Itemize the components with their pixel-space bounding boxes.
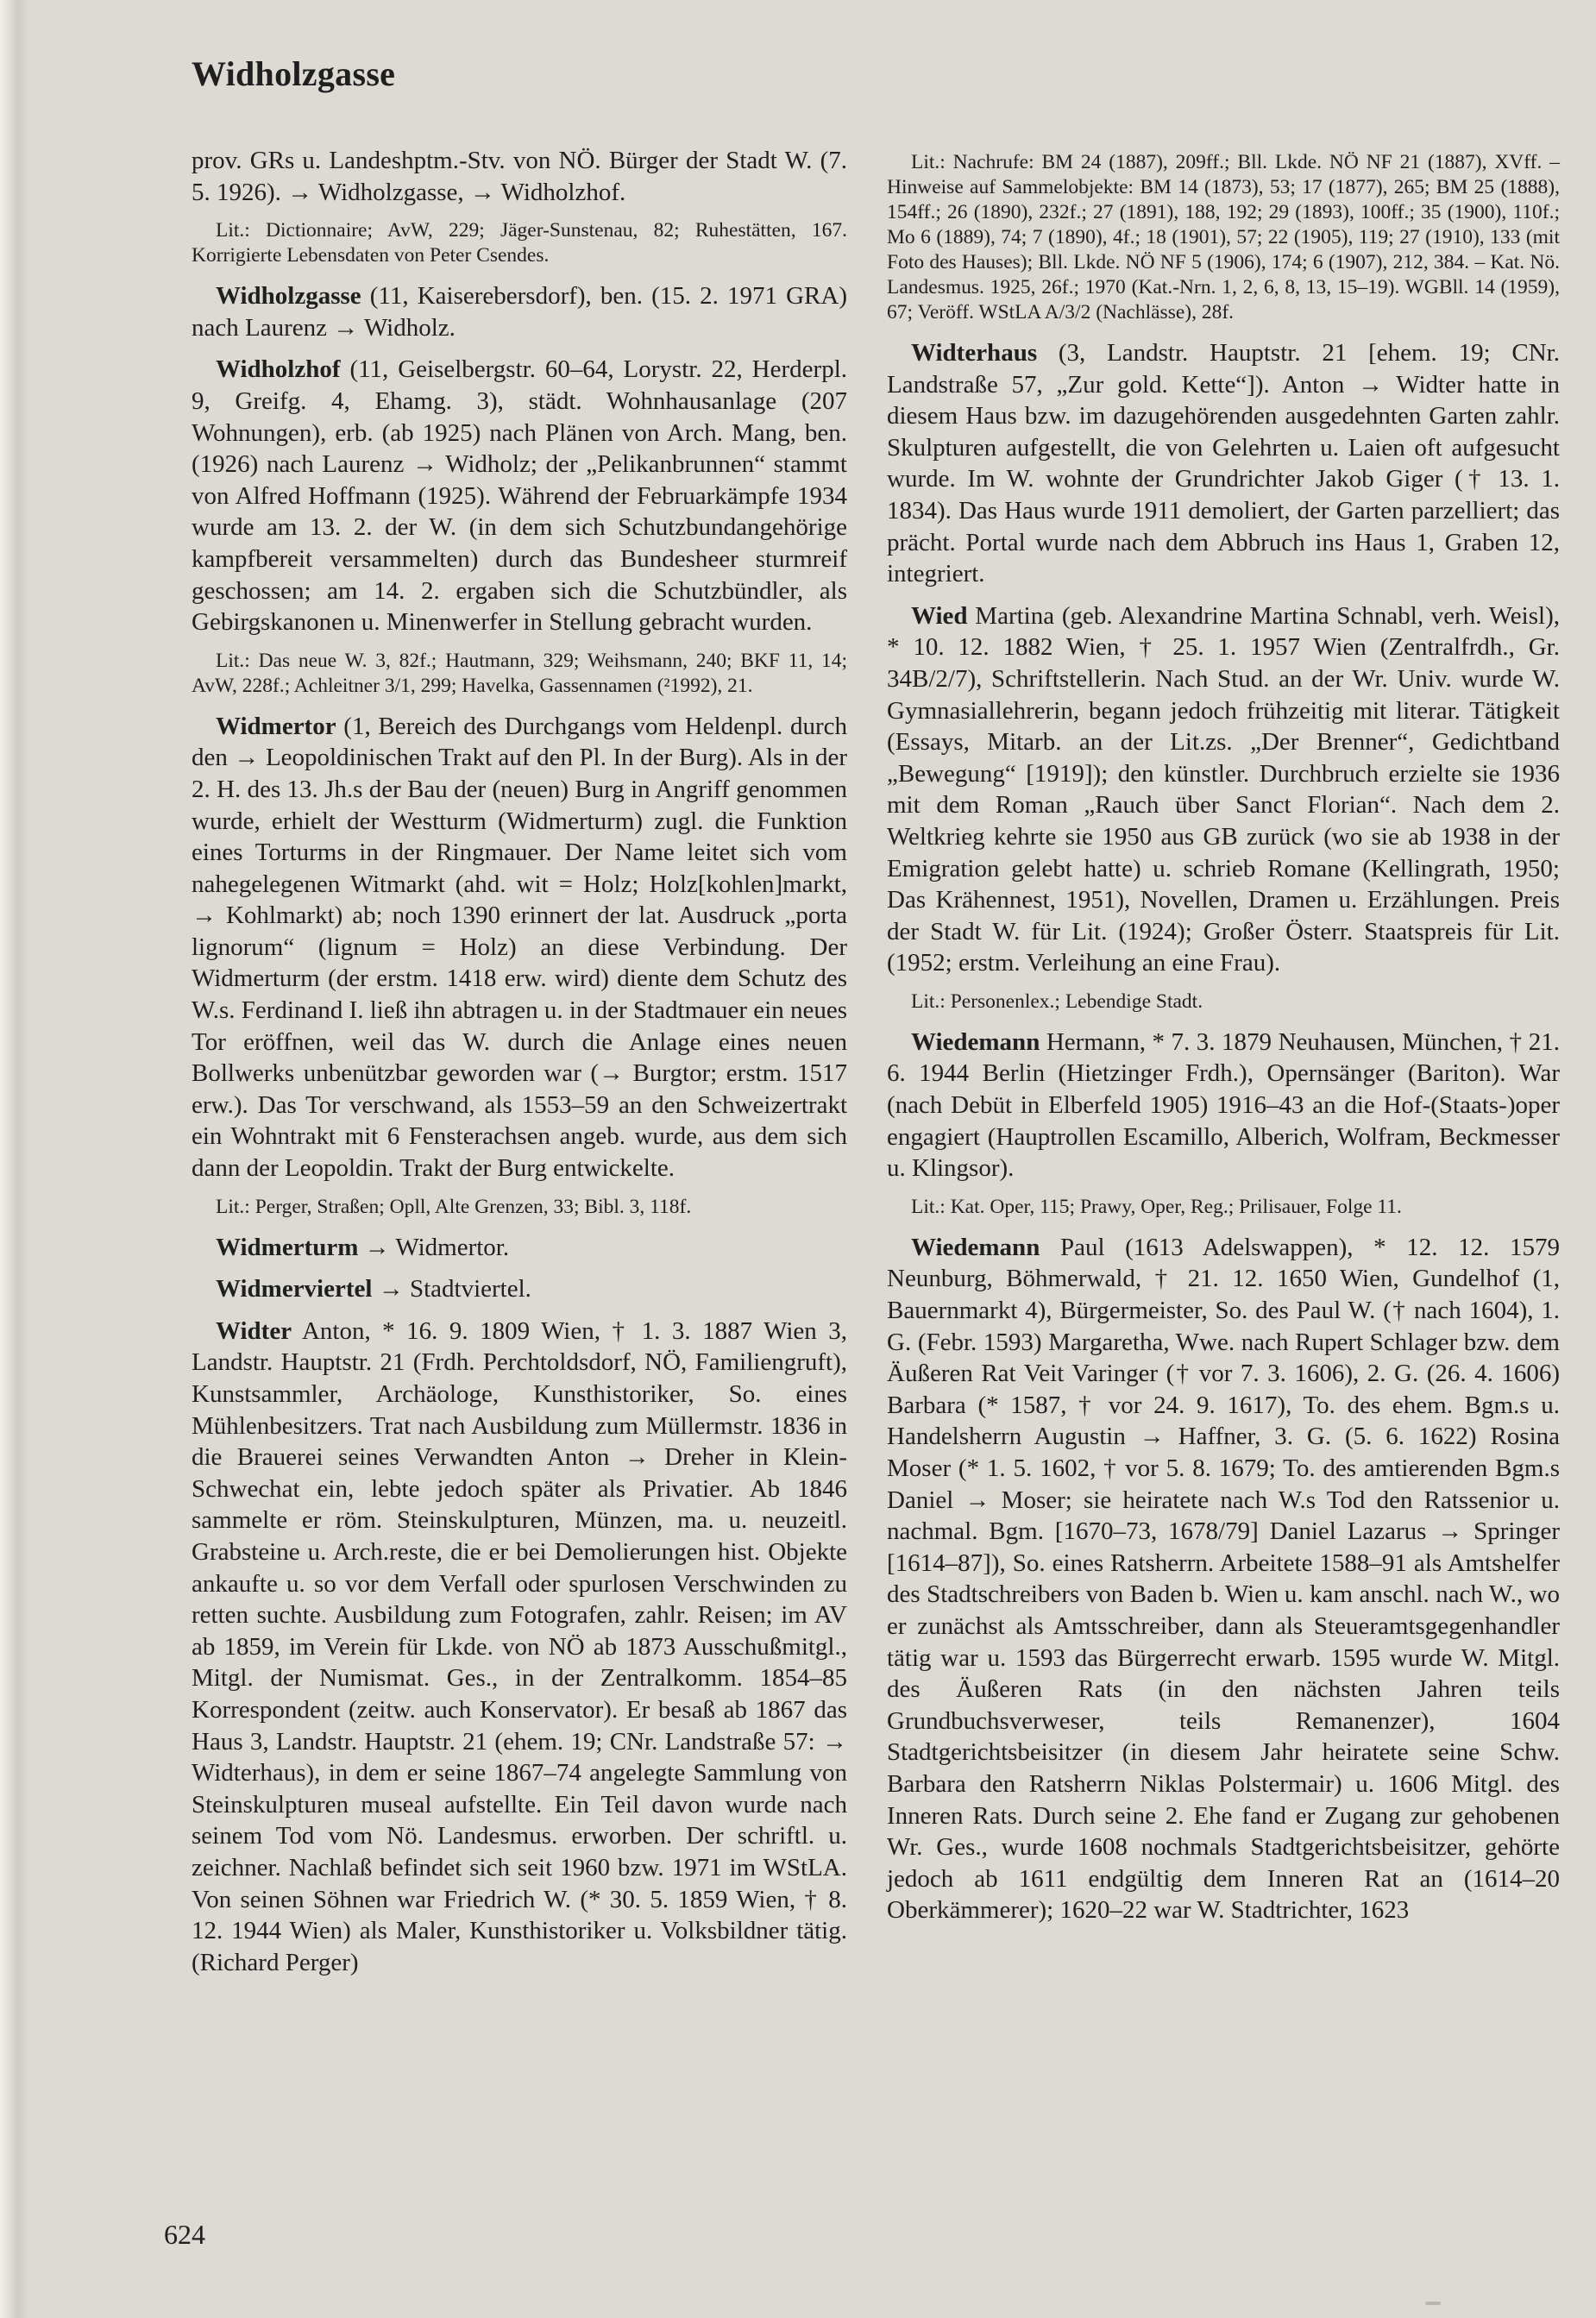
entry-headword: Widholzhof bbox=[216, 355, 341, 384]
entry-headword: Widmerviertel bbox=[216, 1275, 373, 1303]
entry-text: (3, Landstr. Hauptstr. 21 [ehem. 19; CNr. Landstraße 57, „Zur gold. Kette“]). Anton → Widter hatte in diesem Haus bzw. im dazugehörenden ausgedehnten Garten zahlr. Skulpturen aufgestellt, die von Gelehrten u. Laien oft aufgesucht wurde. Im W. wohnte der Grundrichter Jakob Giger († 13. 1. 1834). Das Haus wurde 1911 demoliert, der Garten parzelliert; das prächt. Portal wurde nach dem Abbruch ins Haus 1, Graben 12, integriert. bbox=[887, 339, 1560, 588]
paper-mark bbox=[1425, 2302, 1441, 2305]
entry-headword: Widmerturm bbox=[216, 1233, 359, 1261]
lexicon-entry bbox=[192, 711, 847, 1184]
literature-note: Lit.: Perger, Straßen; Opll, Alte Grenzen, 33; Bibl. 3, 118f. bbox=[216, 1195, 692, 1218]
lexicon-entry bbox=[192, 145, 847, 208]
lexicon-entry bbox=[887, 337, 1560, 590]
literature-note: Lit.: Das neue W. 3, 82f.; Hautmann, 329; Weihsmann, 240; BKF 11, 14; AvW, 228f.; Achleitner 3/1, 299; Havelka, Gassennamen (²1992), 21. bbox=[192, 649, 847, 697]
entry-headword: Wiedemann bbox=[911, 1027, 1040, 1056]
entry-headword: Widterhaus bbox=[911, 339, 1038, 367]
lexicon-entry bbox=[887, 600, 1560, 979]
lexicon-entry bbox=[192, 280, 847, 343]
lexicon-entry bbox=[192, 1232, 847, 1264]
entry-headword: Wiedemann bbox=[911, 1233, 1040, 1261]
entry-text: Paul (1613 Adelswappen), * 12. 12. 1579 Neunburg, Böhmerwald, † 21. 12. 1650 Wien, Gundelhof (1, Bauernmarkt 4), Bürgermeister, So. des Paul W. († nach 1604), 1. G. (Febr. 1593) Margaretha, Wwe. nach Rupert Schlager bzw. dem Äußeren Rat Veit Varinger († vor 7. 3. 1606), 2. G. (26. 4. 1606) Barbara (* 1587, † vor 24. 9. 1617), To. des ehem. Bgm.s u. Handelsherrn Augustin → Haffner, 3. G. (5. 6. 1622) Rosina Moser (* 1. 5. 1602, † vor 5. 8. 1679; To. des amtierenden Bgm.s Daniel → Moser; sie heiratete nach W.s Tod den Ratssenior u. nachmal. Bgm. [1670–73, 1678/79] Daniel Lazarus → Springer [1614–87]), So. eines Ratsherrn. Arbeitete 1588–91 als Amtshelfer des Stadtschreibers von Baden b. Wien u. kam anschl. nach W., wo er zunächst als Amtsschreiber, dann als Steueramtsgegenhandler tätig war u. 1593 das Bürgerrecht erwarb. 1595 wurde W. Mitgl. des Äußeren Rats (in den nächsten Jahren teils Grundbuchsverweser, teils Remanenzer), 1604 Stadtgerichtsbeisitzer (in diesem Jahr heiratete seine Schw. Barbara den Ratsherrn Niklas Polstermair) u. 1606 Mitgl. des Inneren Rats. Durch seine 2. Ehe fand er Zugang zur gehobenen Wr. Ges., wurde 1608 nochmals Stadtgerichtsbeisitzer, gehörte jedoch ab 1611 endgültig dem Inneren Rat an (1614–20 Oberkämmerer); 1620–22 war W. Stadtrichter, 1623 bbox=[887, 1233, 1560, 1925]
entry-headword: Widholzgasse bbox=[216, 282, 361, 311]
entry-text: → Stadtviertel. bbox=[372, 1275, 531, 1303]
literature-note: Lit.: Personenlex.; Lebendige Stadt. bbox=[911, 989, 1203, 1013]
entry-text: → Widmertor. bbox=[358, 1233, 510, 1261]
lexicon-entry bbox=[887, 1027, 1560, 1184]
lexicon-entry bbox=[887, 1232, 1560, 1926]
lexicon-entry bbox=[192, 354, 847, 638]
entry-headword: Widmertor bbox=[216, 712, 336, 740]
entry-text: (11, Kaiserebersdorf), ben. (15. 2. 1971 GRA) nach Laurenz → Widholz. bbox=[192, 282, 847, 342]
lexicon-entry bbox=[192, 1316, 847, 1978]
entry-text: Anton, * 16. 9. 1809 Wien, † 1. 3. 1887 Wien 3, Landstr. Hauptstr. 21 (Frdh. Perchtoldsdorf, NÖ, Familiengruft), Kunstsammler, Archäologe, Kunsthistoriker, So. eines Mühlenbesitzers. Trat nach Ausbildung zum Müllermstr. 1836 in die Brauerei seines Verwandten Anton → Dreher in Klein-Schwechat ein, lebte jedoch später als Privatier. Ab 1846 sammelte er röm. Steinskulpturen, Münzen, ma. u. neuzeitl. Grabsteine u. Arch.reste, die er bei Demolierungen hist. Objekte ankaufte u. so vor dem Verfall oder spurlosen Verschwinden zu retten suchte. Ausbildung zum Fotografen, zahlr. Reisen; im AV ab 1859, im Verein für Lkde. von NÖ ab 1873 Ausschußmitgl., Mitgl. der Numismat. Ges., in der Zentralkomm. 1854–85 Korrespondent (zeitw. auch Konservator). Er besaß ab 1867 das Haus 3, Landstr. Hauptstr. 21 (ehem. 19; CNr. Landstraße 57: → Widterhaus), in dem er seine 1867–74 angelegte Sammlung von Steinskulpturen museal aufstellte. Ein Teil davon wurde nach seinem Tod vom Nö. Landesmus. erworben. Der schriftl. u. zeichner. Nachlaß befindet sich seit 1960 bzw. 1971 im WStLA. Von seinen Söhnen war Friedrich W. (* 30. 5. 1859 Wien, † 8. 12. 1944 Wien) als Maler, Kunsthistoriker u. Volksbildner tätig. (Richard Perger) bbox=[192, 1316, 847, 1976]
literature-note: Lit.: Nachrufe: BM 24 (1887), 209ff.; Bll. Lkde. NÖ NF 21 (1887), XVff. – Hinweise auf Sammelobjekte: BM 14 (1873), 53; 17 (1877), 265; BM 25 (1888), 154ff.; 26 (1890), 232f.; 27 (1891), 188, 192; 29 (1893), 100ff.; 35 (1900), 110f.; Mo 6 (1889), 74; 7 (1890), 4f.; 18 (1901), 57; 22 (1905), 119; 27 (1910), 133 (mit Foto des Hauses); Bll. Lkde. NÖ NF 5 (1906), 174; 6 (1907), 212, 384. – Kat. Nö. Landesmus. 1925, 26f.; 1970 (Kat.-Nrn. 1, 2, 6, 8, 13, 15–19). WGBll. 14 (1959), 67; Veröff. WStLA A/3/2 (Nachlässe), 28f. bbox=[887, 151, 1560, 324]
entry-text: Hermann, * 7. 3. 1879 Neuhausen, München, † 21. 6. 1944 Berlin (Hietzinger Frdh.), Opernsänger (Bariton). War (nach Debüt in Elberfeld 1905) 1916–43 an die Hof-(Staats-)oper engagiert (Hauptrollen Escamillo, Alberich, Wolfram, Beckmesser u. Klingsor). bbox=[887, 1027, 1560, 1183]
entry-headword: Widter bbox=[216, 1316, 292, 1345]
entry-headword: Wied bbox=[911, 601, 968, 630]
literature-note: Lit.: Dictionnaire; AvW, 229; Jäger-Sunstenau, 82; Ruhestätten, 167. Korrigierte Lebensdaten von Peter Csendes. bbox=[192, 219, 847, 267]
book-gutter-shadow bbox=[0, 0, 29, 2318]
left-column bbox=[192, 145, 847, 1988]
page-number: 624 bbox=[164, 2219, 205, 2250]
entry-text: (1, Bereich des Durchgangs vom Heldenpl. durch den → Leopoldinischen Trakt auf den Pl. In der Burg). Als in der 2. H. des 13. Jh.s der Bau der (neuen) Burg in Angriff genommen wurde, erhielt der Westturm (Widmerturm) zugl. die Funktion eines Torturms in der Ringmauer. Der Name leitet sich vom nahegelegenen Witmarkt (ahd. wit = Holz; Holz[kohlen]markt, → Kohlmarkt) ab; noch 1390 erinnert der lat. Ausdruck „porta lignorum“ (lignum = Holz) an diese Verbindung. Der Widmerturm (der erstm. 1418 erw. wird) diente dem Schutz des W.s. Ferdinand I. ließ ihn abtragen u. in der Stadtmauer ein neues Tor eröffnen, weil das W. durch die Anlage eines neuen Bollwerks unbenützbar geworden war (→ Burgtor; erstm. 1517 erw.). Das Tor verschwand, als 1553–59 an den Schweizertrakt ein Wohntrakt mit 6 Fensterachsen angeb. wurde, aus dem sich dann der Leopoldin. Trakt der Burg entwickelte. bbox=[192, 712, 847, 1183]
running-head: Widholzgasse bbox=[192, 54, 396, 93]
literature-note: Lit.: Kat. Oper, 115; Prawy, Oper, Reg.; Prilisauer, Folge 11. bbox=[911, 1195, 1402, 1218]
entry-text: prov. GRs u. Landeshptm.-Stv. von NÖ. Bürger der Stadt W. (7. 5. 1926). → Widholzgasse, → Widholzhof. bbox=[192, 147, 847, 206]
entry-text: (11, Geiselbergstr. 60–64, Lorystr. 22, Herderpl. 9, Greifg. 4, Ehamg. 3), städt. Wohnhausanlage (207 Wohnungen), erb. (ab 1925) nach Plänen von Arch. Mang, ben. (1926) nach Laurenz → Widholz; der „Pelikanbrunnen“ stammt von Alfred Hoffmann (1925). Während der Februarkämpfe 1934 wurde am 13. 2. der W. (in dem sich Schutzbundangehörige kampfbereit versammelten) durch das Bundesheer sturmreif geschossen; am 14. 2. ergaben sich die Schutzbündler, als Gebirgskanonen u. Minenwerfer in Stellung gebracht wurden. bbox=[192, 355, 847, 637]
right-column bbox=[887, 150, 1560, 1937]
lexicon-entry bbox=[192, 1273, 847, 1305]
entry-text: Martina (geb. Alexandrine Martina Schnabl, verh. Weisl), * 10. 12. 1882 Wien, † 25. 1. 1957 Wien (Zentralfrdh., Gr. 34B/2/7), Schriftstellerin. Nach Stud. an der Wr. Univ. wurde W. Gymnasiallehrerin, begann jedoch frühzeitig mit literar. Tätigkeit (Essays, Mitarb. an der Lit.zs. „Der Brenner“, Gedichtband „Bewegung“ [1919]); den künstler. Durchbruch erzielte sie 1936 mit dem Roman „Rauch über Sanct Florian“. Nach dem 2. Weltkrieg kehrte sie 1950 aus GB zurück (wo sie ab 1938 in der Emigration gelebt hatte) u. schrieb Romane (Kellingrath, 1950; Das Krähennest, 1951), Novellen, Dramen u. Erzählungen. Preis der Stadt W. für Lit. (1924); Großer Österr. Staatspreis für Lit. (1952; erstm. Verleihung an eine Frau). bbox=[887, 601, 1560, 977]
